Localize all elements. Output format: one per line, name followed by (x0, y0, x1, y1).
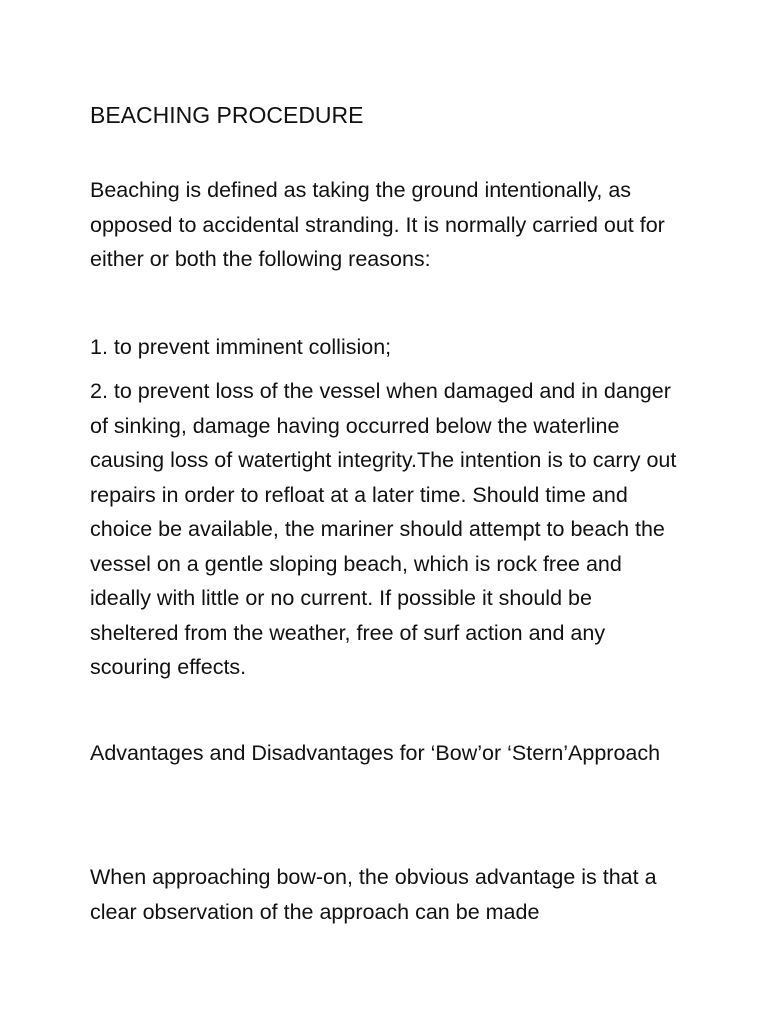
reason-1-paragraph: 1. to prevent imminent collision; (90, 335, 392, 359)
section-paragraph: When approaching bow-on, the obvious advantage is that a clear observation of the approach can be made (90, 865, 657, 924)
intro-paragraph: Beaching is defined as taking the ground intentionally, as opposed to accidental stranding. It is normally carried out for either or both the following reasons: (90, 178, 665, 271)
section-heading: Advantages and Disadvantages for ‘Bow’or ‘Stern’Approach (90, 741, 661, 765)
document-title: BEACHING PROCEDURE (90, 102, 364, 128)
reason-2-paragraph: 2. to prevent loss of the vessel when damaged and in danger of sinking, damage having occurred below the waterline causing loss of watertight integrity.The intention is to carry out repairs in order to refloat at a later time. Should time and choice be available, the mariner should attempt to beach the vessel on a gentle sloping beach, which is rock free and ideally with little or no current. If possible it should be sheltered from the weather, free of surf action and any scouring effects. (90, 379, 677, 679)
